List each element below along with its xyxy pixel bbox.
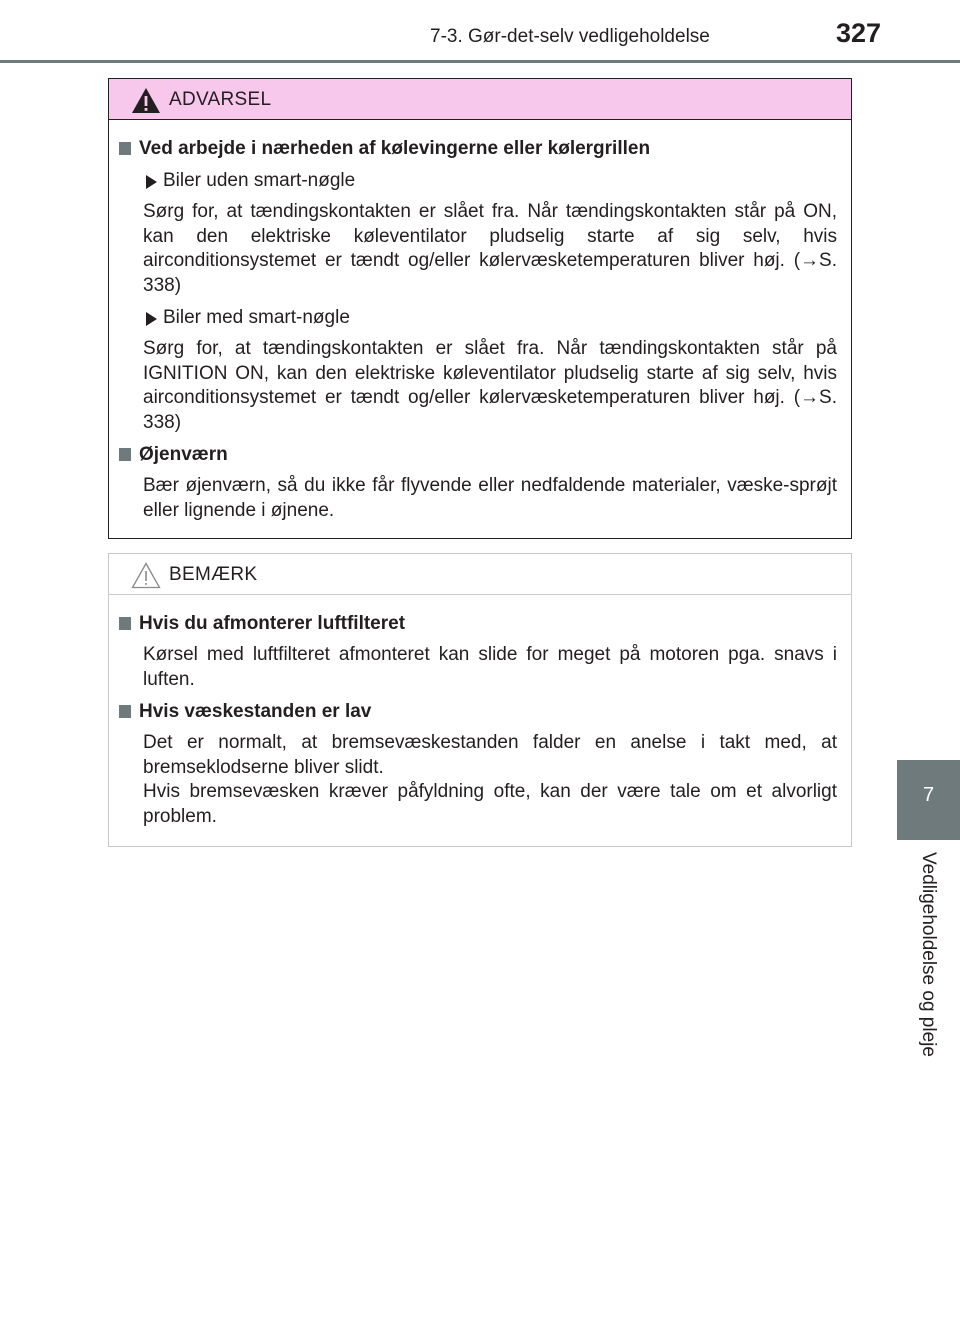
triangle-right-icon bbox=[146, 175, 157, 189]
header-divider bbox=[0, 60, 960, 63]
notice-body bbox=[109, 595, 851, 829]
notice-box bbox=[108, 553, 852, 847]
chapter-header-title: 7-3. Gør-det-selv vedligeholdelse bbox=[430, 26, 710, 47]
square-bullet-icon bbox=[119, 448, 131, 461]
notice-header bbox=[109, 554, 851, 595]
paragraph: Sørg for, at tændingskontakten er slået fra. Når tændingskontakten står på ON, kan den elektriske køleventilator pludselig starte af sig selv, hvis airconditionsystemet er tændt og/eller kølervæsketemperaturen bliver høj. (→S. 338) bbox=[143, 201, 837, 296]
square-bullet-icon bbox=[119, 617, 131, 630]
warning-label: ADVARSEL bbox=[169, 89, 272, 110]
chapter-tab-label: Vedligeholdelse og pleje bbox=[918, 852, 939, 1057]
sub-bullet bbox=[119, 305, 837, 331]
paragraph: Sørg for, at tændingskontakten er slået fra. Når tændingskontakten står på IGNITION ON, kan den elektriske køleventilator pludselig starte af sig selv, hvis airconditionsystemet er tændt og/eller kølervæsketemperaturen bliver høj. (→S. 338) bbox=[143, 338, 837, 433]
square-bullet-icon bbox=[119, 142, 131, 155]
triangle-right-icon bbox=[146, 312, 157, 326]
warning-triangle-icon bbox=[131, 87, 161, 114]
page-number: 327 bbox=[836, 18, 882, 48]
warning-box bbox=[108, 78, 852, 539]
section-heading-text: Hvis du afmonterer luftfilteret bbox=[139, 613, 406, 634]
square-bullet-icon bbox=[119, 705, 131, 718]
sub-bullet bbox=[119, 168, 837, 194]
caution-outline-triangle-icon bbox=[131, 562, 161, 589]
paragraph: Bær øjenværn, så du ikke får flyvende eller nedfaldende materialer, væske-sprøjt eller lignende i øjnene. bbox=[143, 475, 837, 521]
section-heading bbox=[119, 611, 837, 637]
paragraph: Det er normalt, at bremsevæskestanden falder en anelse i takt med, at bremseklodserne bliver slidt. bbox=[143, 732, 837, 778]
section-heading bbox=[119, 442, 837, 468]
chapter-tab-number: 7 bbox=[922, 784, 935, 806]
section-heading bbox=[119, 136, 837, 162]
section-heading-text: Øjenværn bbox=[139, 444, 228, 465]
paragraph: Kørsel med luftfilteret afmonteret kan slide for meget på motoren pga. snavs i luften. bbox=[143, 644, 837, 690]
warning-header bbox=[109, 79, 851, 120]
warning-body bbox=[109, 120, 851, 523]
sub-bullet-text: Biler med smart-nøgle bbox=[163, 307, 350, 328]
chapter-tab[interactable] bbox=[897, 760, 960, 840]
section-heading bbox=[119, 699, 837, 725]
sub-bullet-text: Biler uden smart-nøgle bbox=[163, 170, 356, 191]
notice-label: BEMÆRK bbox=[169, 564, 258, 585]
section-heading-text: Hvis væskestanden er lav bbox=[139, 701, 372, 722]
section-heading-text: Ved arbejde i nærheden af kølevingerne eller kølergrillen bbox=[139, 138, 651, 159]
paragraph: Hvis bremsevæsken kræver påfyldning ofte, kan der være tale om et alvorligt problem. bbox=[143, 781, 837, 827]
